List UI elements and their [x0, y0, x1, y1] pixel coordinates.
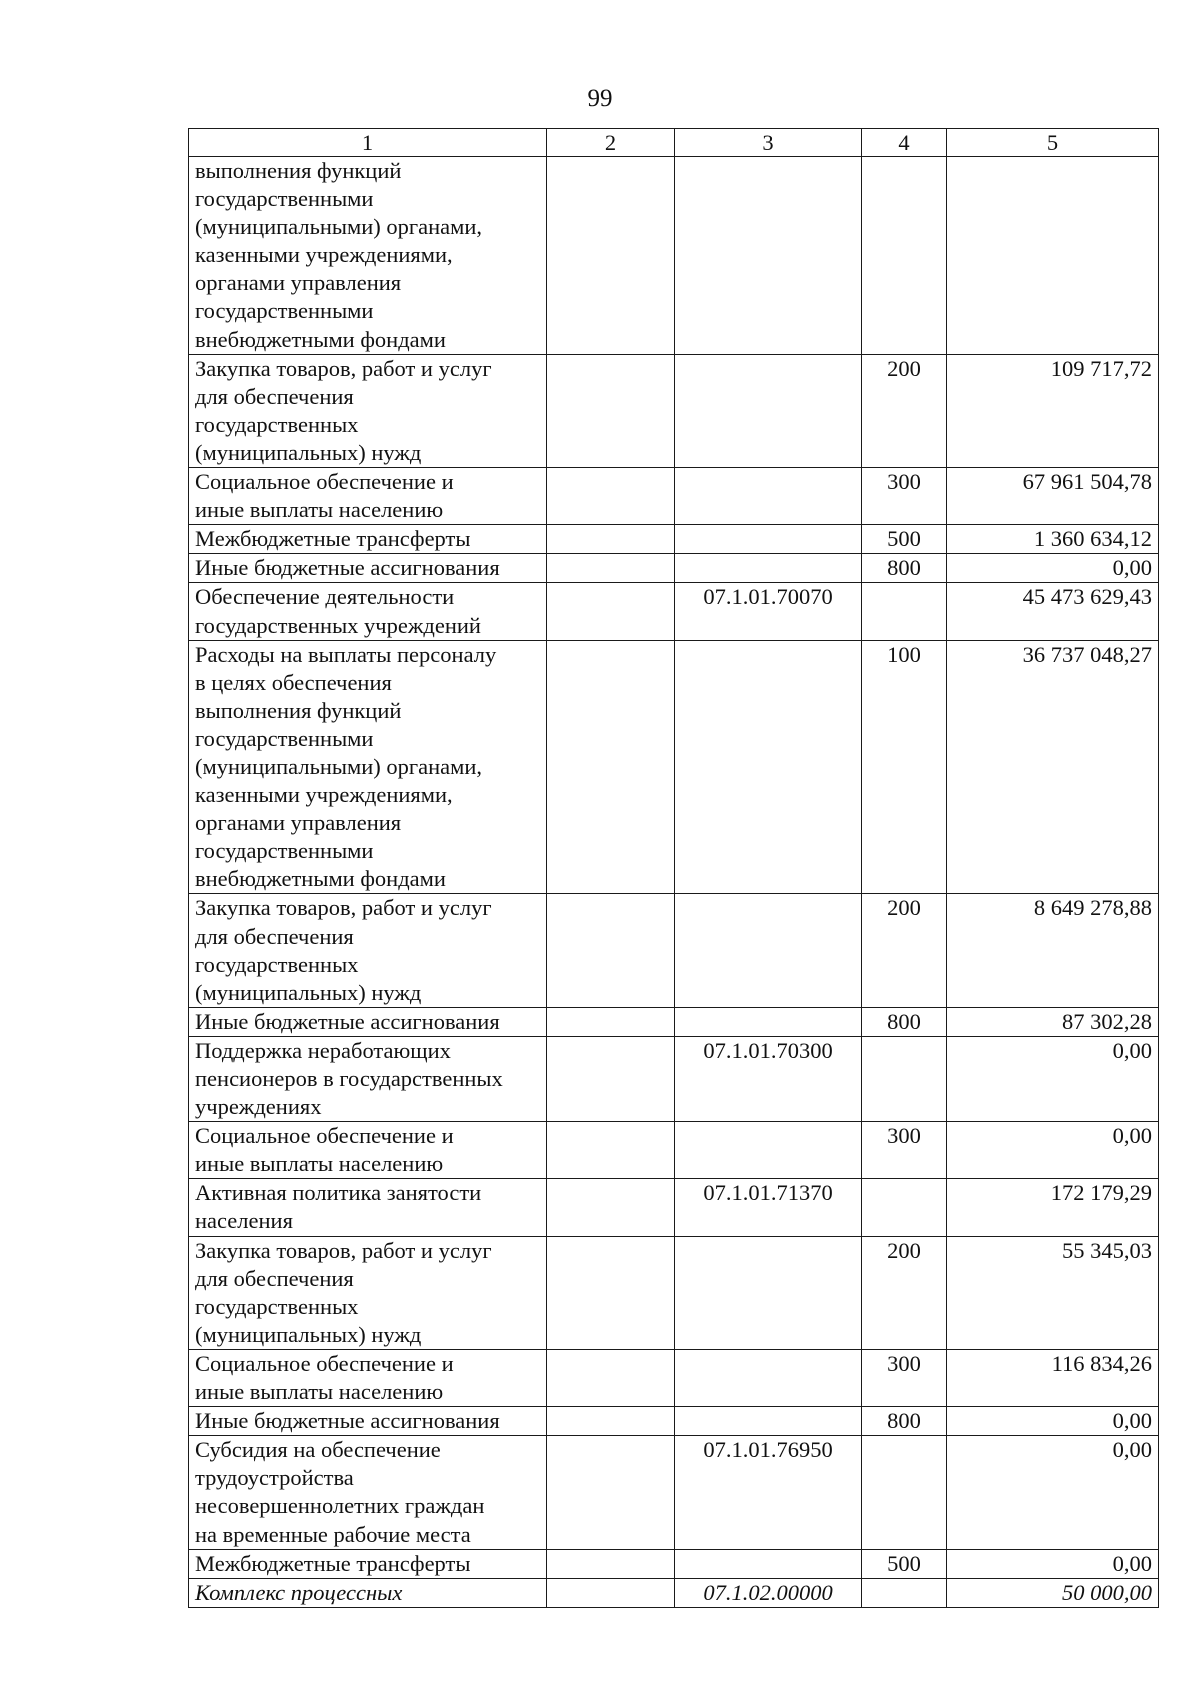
amount-cell: 0,00 — [947, 554, 1159, 583]
target-article-cell — [675, 468, 862, 525]
budget-table — [188, 128, 1159, 1608]
expense-name-cell: Иные бюджетные ассигнования — [189, 1007, 547, 1036]
expense-name-cell: Межбюджетные трансферты — [189, 525, 547, 554]
table-row — [189, 157, 1159, 355]
target-article-cell: 07.1.01.70300 — [675, 1036, 862, 1121]
expense-name-cell: Социальное обеспечение и иные выплаты населению — [189, 1122, 547, 1179]
page-number: 99 — [587, 85, 613, 112]
section-code-cell — [547, 1578, 675, 1607]
section-code-cell — [547, 894, 675, 1007]
target-article-cell — [675, 525, 862, 554]
table-row — [189, 640, 1159, 894]
expense-type-cell — [862, 1578, 947, 1607]
table-row — [189, 554, 1159, 583]
table-row — [189, 1007, 1159, 1036]
amount-cell: 87 302,28 — [947, 1007, 1159, 1036]
expense-type-cell: 300 — [862, 1122, 947, 1179]
expense-type-cell: 200 — [862, 354, 947, 467]
target-article-cell: 07.1.01.76950 — [675, 1436, 862, 1549]
expense-name-cell: Обеспечение деятельности государственных учреждений — [189, 583, 547, 640]
amount-cell — [947, 157, 1159, 355]
amount-cell: 116 834,26 — [947, 1349, 1159, 1406]
section-code-cell — [547, 1122, 675, 1179]
expense-name-cell: Социальное обеспечение и иные выплаты населению — [189, 468, 547, 525]
expense-name-cell: Иные бюджетные ассигнования — [189, 1407, 547, 1436]
table-row — [189, 1236, 1159, 1349]
expense-type-cell: 200 — [862, 894, 947, 1007]
header-cell-4: 4 — [862, 129, 947, 157]
table-row — [189, 354, 1159, 467]
expense-type-cell — [862, 1179, 947, 1236]
section-code-cell — [547, 1549, 675, 1578]
target-article-cell — [675, 894, 862, 1007]
target-article-cell — [675, 1407, 862, 1436]
expense-type-cell — [862, 1436, 947, 1549]
target-article-cell — [675, 1549, 862, 1578]
section-code-cell — [547, 640, 675, 894]
section-code-cell — [547, 525, 675, 554]
header-cell-5: 5 — [947, 129, 1159, 157]
section-code-cell — [547, 1036, 675, 1121]
table-row — [189, 1349, 1159, 1406]
table-row — [189, 1179, 1159, 1236]
amount-cell: 45 473 629,43 — [947, 583, 1159, 640]
section-code-cell — [547, 1179, 675, 1236]
section-code-cell — [547, 468, 675, 525]
target-article-cell — [675, 1007, 862, 1036]
amount-cell: 0,00 — [947, 1122, 1159, 1179]
target-article-cell: 07.1.01.71370 — [675, 1179, 862, 1236]
section-code-cell — [547, 1407, 675, 1436]
expense-type-cell: 500 — [862, 1549, 947, 1578]
section-code-cell — [547, 354, 675, 467]
amount-cell: 1 360 634,12 — [947, 525, 1159, 554]
table-row — [189, 1407, 1159, 1436]
table-body — [189, 129, 1159, 1608]
expense-type-cell: 300 — [862, 1349, 947, 1406]
section-code-cell — [547, 1236, 675, 1349]
expense-name-cell: Закупка товаров, работ и услуг для обеспечения государственных (муниципальных) нужд — [189, 894, 547, 1007]
header-cell-1: 1 — [189, 129, 547, 157]
expense-name-cell: Закупка товаров, работ и услуг для обеспечения государственных (муниципальных) нужд — [189, 1236, 547, 1349]
expense-name-cell: Расходы на выплаты персоналу в целях обеспечения выполнения функций государственными (муниципальными) органами, казенными учреждениями, органами управления государственными внебюджетными фондами — [189, 640, 547, 894]
table-row — [189, 894, 1159, 1007]
expense-type-cell — [862, 157, 947, 355]
section-code-cell — [547, 554, 675, 583]
expense-type-cell: 200 — [862, 1236, 947, 1349]
target-article-cell — [675, 1122, 862, 1179]
target-article-cell: 07.1.02.00000 — [675, 1578, 862, 1607]
expense-name-cell: Закупка товаров, работ и услуг для обеспечения государственных (муниципальных) нужд — [189, 354, 547, 467]
section-code-cell — [547, 1436, 675, 1549]
amount-cell: 8 649 278,88 — [947, 894, 1159, 1007]
section-code-cell — [547, 583, 675, 640]
amount-cell: 67 961 504,78 — [947, 468, 1159, 525]
expense-name-cell: Поддержка неработающих пенсионеров в государственных учреждениях — [189, 1036, 547, 1121]
section-code-cell — [547, 1349, 675, 1406]
section-code-cell — [547, 1007, 675, 1036]
amount-cell: 36 737 048,27 — [947, 640, 1159, 894]
expense-type-cell: 800 — [862, 554, 947, 583]
table-row — [189, 1122, 1159, 1179]
expense-name-cell: Иные бюджетные ассигнования — [189, 554, 547, 583]
expense-type-cell: 300 — [862, 468, 947, 525]
amount-cell: 0,00 — [947, 1036, 1159, 1121]
expense-type-cell: 100 — [862, 640, 947, 894]
target-article-cell — [675, 354, 862, 467]
target-article-cell — [675, 640, 862, 894]
table-row — [189, 1578, 1159, 1607]
table-row — [189, 1036, 1159, 1121]
expense-type-cell: 800 — [862, 1007, 947, 1036]
header-cell-3: 3 — [675, 129, 862, 157]
table-row — [189, 468, 1159, 525]
table-row — [189, 1549, 1159, 1578]
expense-name-cell: Социальное обеспечение и иные выплаты населению — [189, 1349, 547, 1406]
amount-cell: 0,00 — [947, 1407, 1159, 1436]
expense-name-cell: Комплекс процессных — [189, 1578, 547, 1607]
amount-cell: 172 179,29 — [947, 1179, 1159, 1236]
expense-name-cell: Субсидия на обеспечение трудоустройства несовершеннолетних граждан на временные рабочие места — [189, 1436, 547, 1549]
expense-type-cell — [862, 583, 947, 640]
expense-name-cell: Активная политика занятости населения — [189, 1179, 547, 1236]
target-article-cell — [675, 1349, 862, 1406]
target-article-cell — [675, 1236, 862, 1349]
expense-type-cell: 800 — [862, 1407, 947, 1436]
expense-type-cell: 500 — [862, 525, 947, 554]
expense-type-cell — [862, 1036, 947, 1121]
header-cell-2: 2 — [547, 129, 675, 157]
amount-cell: 55 345,03 — [947, 1236, 1159, 1349]
table-row — [189, 1436, 1159, 1549]
table-row — [189, 583, 1159, 640]
target-article-cell — [675, 157, 862, 355]
header-row — [189, 129, 1159, 157]
amount-cell: 0,00 — [947, 1436, 1159, 1549]
section-code-cell — [547, 157, 675, 355]
target-article-cell: 07.1.01.70070 — [675, 583, 862, 640]
amount-cell: 0,00 — [947, 1549, 1159, 1578]
amount-cell: 109 717,72 — [947, 354, 1159, 467]
expense-name-cell: Межбюджетные трансферты — [189, 1549, 547, 1578]
expense-name-cell: выполнения функций государственными (муниципальными) органами, казенными учреждениями, органами управления государственными внебюджетными фондами — [189, 157, 547, 355]
table-row — [189, 525, 1159, 554]
target-article-cell — [675, 554, 862, 583]
amount-cell: 50 000,00 — [947, 1578, 1159, 1607]
